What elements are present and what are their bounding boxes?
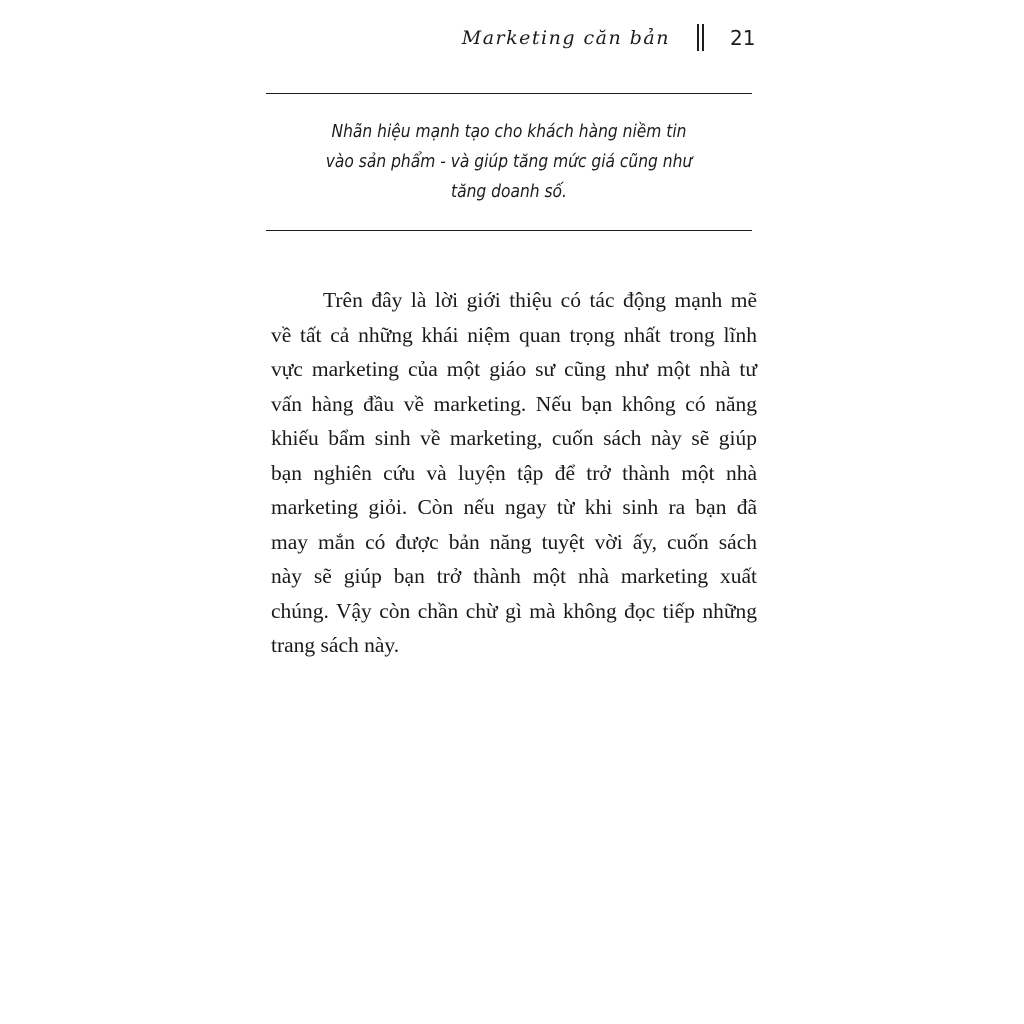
pull-quote (300, 117, 718, 207)
body-line: may mắn có được bản năng tuyệt vời ấy, cuốn sách (271, 529, 757, 554)
pull-quote-line: tăng doanh số. (451, 181, 567, 202)
page-number: 21 (730, 26, 756, 50)
running-header (440, 22, 770, 56)
body-line: này sẽ giúp bạn trở thành một nhà marketing xuất (271, 564, 757, 588)
pull-quote-top-rule (266, 93, 752, 94)
header-divider-bar (702, 24, 704, 51)
pull-quote-line: vào sản phẩm - và giúp tăng mức giá cũng như (325, 151, 693, 172)
body-line: chúng. Vậy còn chần chừ gì mà không đọc tiếp những (271, 598, 757, 623)
body-line: về tất cả những khái niệm quan trọng nhất trong lĩnh (271, 322, 757, 347)
body-line: Trên đây là lời giới thiệu có tác động mạnh mẽ (323, 288, 757, 312)
body-line: bạn nghiên cứu và luyện tập để trở thành một nhà (271, 460, 757, 485)
body-line: vực marketing của một giáo sư cũng như một nhà tư (271, 357, 757, 381)
body-line: khiếu bẩm sinh về marketing, cuốn sách này sẽ giúp (271, 426, 757, 450)
header-divider-bar (697, 24, 699, 51)
body-line: trang sách này. (271, 633, 400, 657)
body-paragraph (271, 283, 757, 663)
pull-quote-line: Nhãn hiệu mạnh tạo cho khách hàng niềm tin (331, 121, 687, 142)
body-line: marketing giỏi. Còn nếu ngay từ khi sinh ra bạn đã (271, 495, 757, 519)
running-title: Marketing căn bản (461, 27, 670, 49)
body-line: vấn hàng đầu về marketing. Nếu bạn không có năng (271, 391, 757, 416)
pull-quote-bottom-rule (266, 230, 752, 231)
